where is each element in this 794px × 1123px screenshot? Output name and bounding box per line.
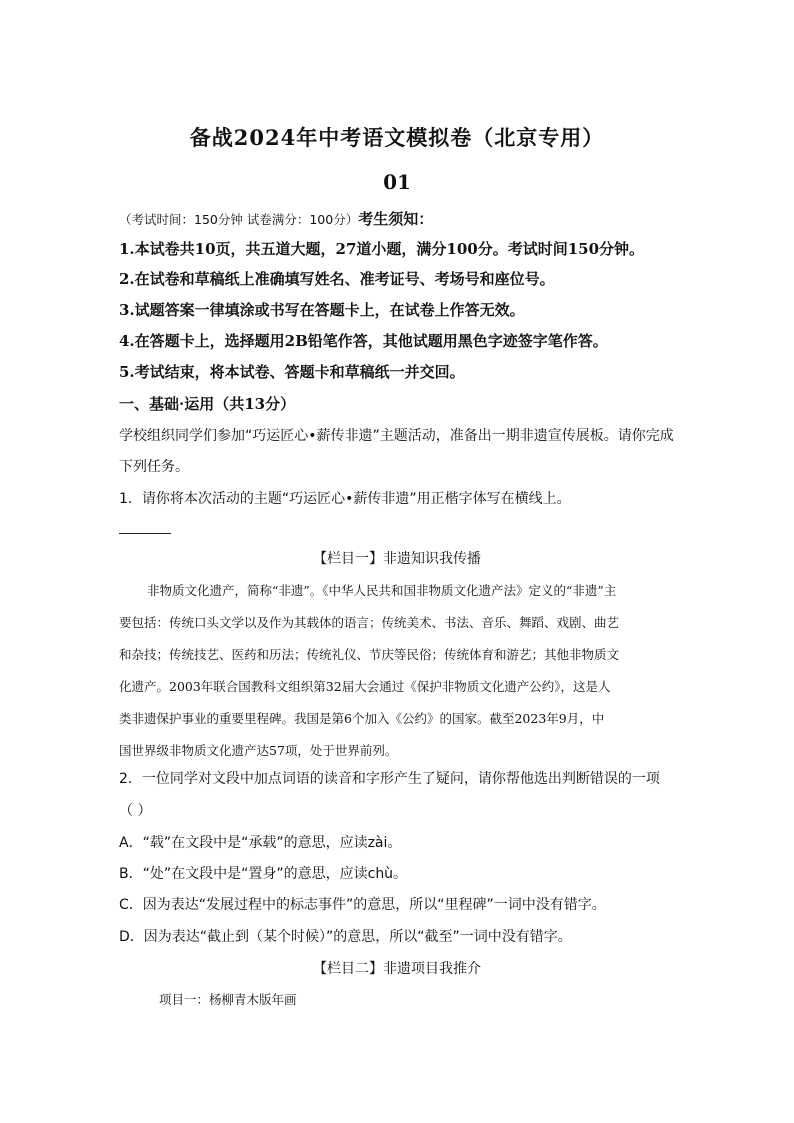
page-title: 备战2024年中考语文模拟卷（北京专用）: [189, 125, 605, 150]
notice-heading: 考生须知：: [358, 210, 434, 228]
column1-para-line3: 和杂技；传统技艺、医药和历法；传统礼仪、节庆等民俗；传统体育和游艺；其他非物质文: [119, 647, 620, 662]
exam-info-line: [119, 208, 433, 229]
exam-info: （考试时间：150分钟 试卷满分：100分）: [119, 212, 359, 227]
section1-intro-line2: 下列任务。: [119, 459, 189, 475]
column1-title: 【栏目一】非遗知识我传播: [313, 551, 481, 567]
q2-option-a: A．“载”在文段中是“承载”的意思，应读zài。: [119, 835, 402, 851]
q2-option-d: D．因为表达“截止到（某个时候）”的意思，所以“截至”一词中没有错字。: [119, 929, 572, 945]
column1-para-line5: 类非遗保护事业的重要里程碑。我国是第6个加入《公约》的国家。截至2023年9月，中: [119, 711, 605, 726]
notice-item-4: 4.在答题卡上，选择题用2B铅笔作答，其他试题用黑色字迹签字笔作答。: [119, 332, 608, 350]
column2-item-1: 项目一：杨柳青木版年画: [159, 992, 297, 1007]
notice-item-1: 1.本试卷共10页，共五道大题，27道小题，满分100分。考试时间150分钟。: [119, 240, 645, 258]
notice-item-2: 2.在试卷和草稿纸上准确填写姓名、准考证号、考场号和座位号。: [119, 270, 555, 288]
column1-para-line4: 化遗产。2003年联合国教科文组织第32届大会通过《保护非物质文化遗产公约》，这是人: [119, 679, 611, 694]
paper-number: 01: [383, 170, 411, 194]
column2-title: 【栏目二】非遗项目我推介: [313, 961, 481, 977]
column1-para-line6: 国世界级非物质文化遗产达57项，处于世界前列。: [119, 743, 398, 758]
notice-item-5: 5.考试结束，将本试卷、答题卡和草稿纸一并交回。: [119, 363, 465, 381]
answer-blank-line[interactable]: [119, 533, 171, 534]
question-2-bracket: （ ）: [119, 803, 152, 819]
section1-intro-line1: 学校组织同学们参加“巧运匠心•薪传非遗”主题活动，准备出一期非遗宣传展板。请你完成: [119, 428, 674, 444]
section1-heading: 一、基础·运用（共13分）: [119, 395, 296, 413]
notice-item-3: 3.试题答案一律填涂或书写在答题卡上，在试卷上作答无效。: [119, 301, 525, 319]
column1-para-line1: 非物质文化遗产，简称“非遗”。《中华人民共和国非物质文化遗产法》定义的“非遗”主: [147, 583, 617, 598]
q2-option-c: C．因为表达“发展过程中的标志事件”的意思，所以“里程碑”一词中没有错字。: [119, 897, 606, 913]
column1-para-line2: 要包括：传统口头文学以及作为其载体的语言；传统美术、书法、音乐、舞蹈、戏剧、曲艺: [119, 615, 620, 630]
question-1: 1．请你将本次活动的主题“巧运匠心•薪传非遗”用正楷字体写在横线上。: [119, 491, 571, 507]
q2-option-b: B．“处”在文段中是“置身”的意思，应读chù。: [119, 866, 408, 882]
question-2-stem: 2．一位同学对文段中加点词语的读音和字形产生了疑问，请你帮他选出判断错误的一项: [119, 771, 660, 787]
